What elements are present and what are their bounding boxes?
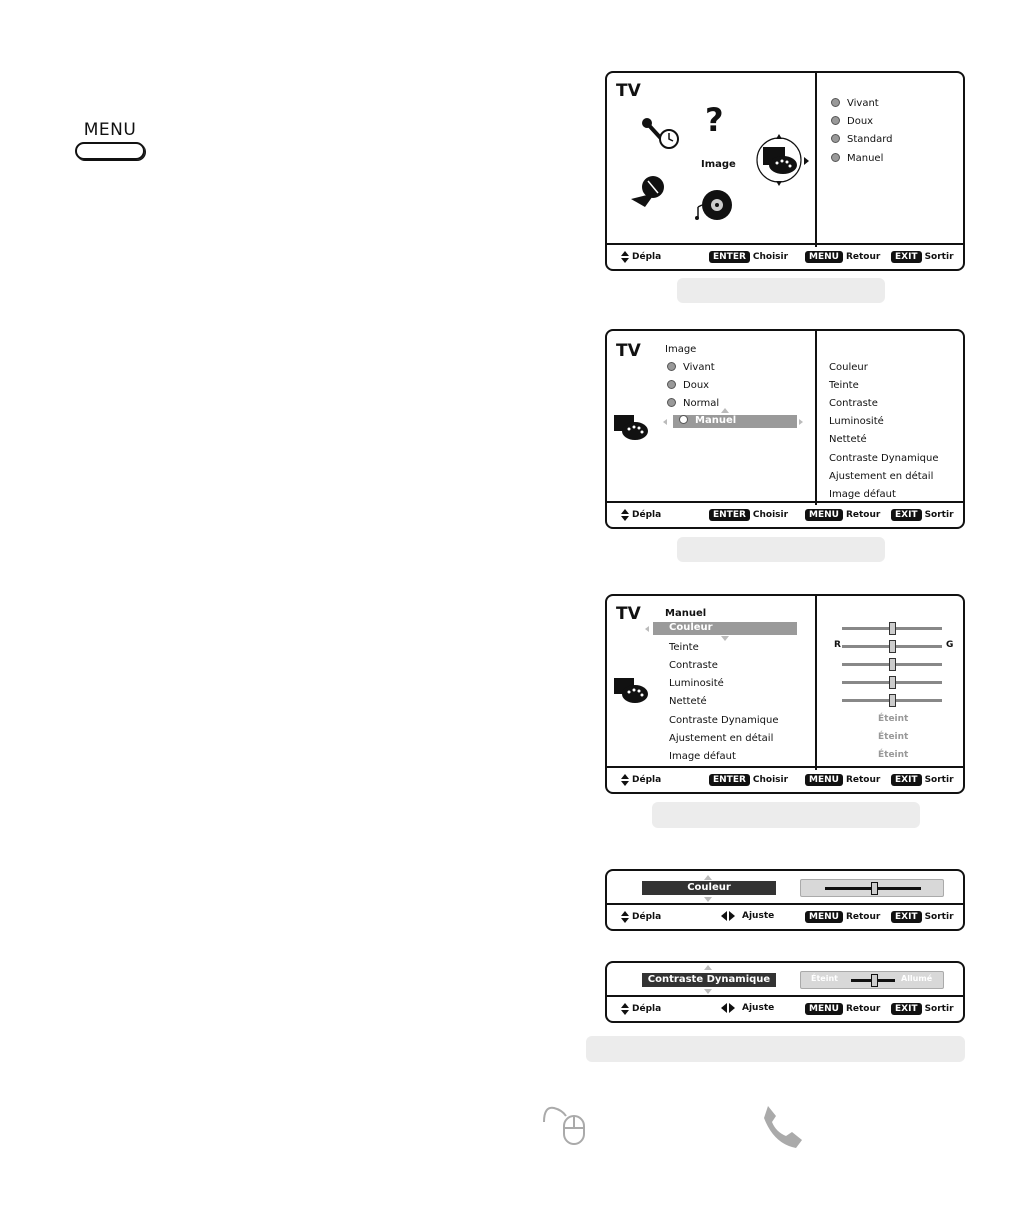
tv-palette-icon	[613, 676, 649, 706]
exit-key[interactable]: EXIT	[891, 251, 922, 263]
mode-label: Vivant	[847, 98, 879, 109]
enter-key[interactable]: ENTER	[709, 774, 750, 786]
adjust-hint	[721, 1003, 774, 1013]
screen-footer	[607, 995, 963, 1021]
up-arrow-icon	[704, 875, 712, 880]
exit-key[interactable]: EXIT	[891, 1003, 922, 1015]
radio-icon	[667, 380, 676, 389]
image-menu-item[interactable]: Couleur	[829, 362, 868, 373]
mode-label: Doux	[847, 116, 874, 127]
mode-label: Doux	[683, 380, 710, 391]
mode-item[interactable]	[667, 380, 709, 391]
color-adjust-slider[interactable]	[800, 879, 944, 897]
down-arrow-icon	[704, 897, 712, 902]
up-arrow-icon	[704, 965, 712, 970]
adjust-label: Ajuste	[742, 1003, 775, 1013]
tint-left-label: R	[834, 640, 841, 650]
move-hint	[621, 509, 661, 521]
mode-item[interactable]	[831, 134, 893, 145]
tv-palette-icon	[613, 413, 649, 443]
radio-icon	[679, 415, 688, 424]
exit-hint	[891, 509, 954, 521]
enter-label: Choisir	[752, 510, 789, 520]
tv-label: TV	[616, 341, 641, 361]
up-down-arrows-icon	[621, 1003, 629, 1015]
image-menu-item[interactable]: Contraste Dynamique	[829, 453, 939, 464]
screen-footer	[607, 903, 963, 929]
image-menu-item[interactable]: Ajustement en détail	[829, 471, 934, 482]
menu-key[interactable]: MENU	[805, 911, 843, 923]
adjust-item-label: Couleur	[642, 881, 776, 895]
screen-footer	[607, 243, 963, 269]
screen-footer	[607, 766, 963, 792]
menu-hint	[805, 911, 880, 923]
manual-item[interactable]: Netteté	[669, 696, 707, 707]
selected-mode-label: Manuel	[695, 415, 737, 426]
slider-knob[interactable]	[889, 676, 896, 689]
right-arrow-icon	[799, 419, 803, 425]
off-value: Éteint	[878, 750, 909, 760]
tv-palette-icon[interactable]	[755, 131, 803, 189]
divider	[815, 331, 817, 505]
menu-hint	[805, 1003, 880, 1015]
down-arrow-icon	[704, 989, 712, 994]
question-icon[interactable]: ?	[705, 101, 724, 139]
tv-label: TV	[616, 604, 641, 624]
adjust-hint	[721, 911, 774, 921]
exit-label: Sortir	[924, 510, 954, 520]
manual-item[interactable]: Teinte	[669, 642, 699, 653]
enter-label: Choisir	[752, 252, 789, 262]
exit-key[interactable]: EXIT	[891, 509, 922, 521]
radio-icon	[831, 116, 840, 125]
mode-item[interactable]	[831, 98, 879, 109]
move-label: Dépla	[632, 1004, 662, 1014]
menu-key[interactable]: MENU	[805, 1003, 843, 1015]
screen-color-adjust	[605, 869, 965, 931]
mode-item[interactable]	[831, 116, 873, 127]
radio-icon	[831, 134, 840, 143]
mode-label: Standard	[847, 134, 893, 145]
off-value: Éteint	[878, 732, 909, 742]
menu-hint	[805, 774, 880, 786]
image-menu-item[interactable]: Teinte	[829, 380, 859, 391]
left-right-arrows-icon	[721, 911, 735, 921]
enter-key[interactable]: ENTER	[709, 251, 750, 263]
adjust-label: Ajuste	[742, 911, 775, 921]
left-arrow-icon	[645, 626, 649, 632]
menu-button-shape	[75, 142, 145, 160]
screen-image-menu	[605, 329, 965, 529]
move-hint	[621, 1003, 661, 1015]
radio-icon	[667, 398, 676, 407]
caption-box	[677, 278, 885, 303]
screen-manual-menu	[605, 594, 965, 794]
exit-key[interactable]: EXIT	[891, 774, 922, 786]
manual-item[interactable]: Ajustement en détail	[669, 733, 774, 744]
mode-label: Vivant	[683, 362, 715, 373]
selected-manual-item[interactable]: Couleur	[653, 622, 797, 635]
left-arrow-icon	[663, 419, 667, 425]
image-menu-item[interactable]: Contraste	[829, 398, 878, 409]
menu-label: Retour	[845, 912, 881, 922]
mode-item[interactable]	[667, 398, 719, 409]
radio-icon	[667, 362, 676, 371]
exit-hint	[891, 251, 954, 263]
mode-item[interactable]	[667, 362, 715, 373]
menu-label: Retour	[845, 252, 881, 262]
image-menu-item[interactable]: Netteté	[829, 434, 867, 445]
satellite-dish-icon	[629, 173, 669, 209]
on-label: Allumé	[901, 974, 933, 983]
enter-hint	[709, 509, 788, 521]
menu-hint	[805, 251, 880, 263]
screen-dynamic-contrast-adjust	[605, 961, 965, 1023]
screen-main-menu	[605, 71, 965, 271]
exit-hint	[891, 774, 954, 786]
exit-key[interactable]: EXIT	[891, 911, 922, 923]
divider	[815, 596, 817, 770]
wrench-clock-icon	[641, 115, 681, 153]
move-hint	[621, 251, 661, 263]
phone-icon	[760, 1104, 804, 1150]
slider-knob[interactable]	[889, 640, 896, 653]
divider	[815, 73, 817, 247]
menu-label: Retour	[845, 1004, 881, 1014]
menu-title: Image	[665, 344, 697, 355]
exit-hint	[891, 911, 954, 923]
image-menu-item[interactable]: Luminosité	[829, 416, 884, 427]
exit-label: Sortir	[924, 775, 954, 785]
tint-right-label: G	[946, 640, 954, 650]
left-right-arrows-icon	[721, 1003, 735, 1013]
exit-hint	[891, 1003, 954, 1015]
up-down-arrows-icon	[621, 774, 629, 786]
manual-item[interactable]: Luminosité	[669, 678, 724, 689]
menu-label: Retour	[845, 775, 881, 785]
dynamic-contrast-slider[interactable]	[800, 971, 944, 989]
screen-footer	[607, 501, 963, 527]
tv-label: TV	[616, 81, 641, 101]
mode-item[interactable]	[831, 153, 883, 164]
arrow-right-icon	[804, 157, 809, 165]
mouse-icon	[540, 1102, 588, 1146]
move-label: Dépla	[632, 510, 662, 520]
off-value: Éteint	[878, 714, 909, 724]
radio-icon	[831, 153, 840, 162]
move-label: Dépla	[632, 775, 662, 785]
menu-hint	[805, 509, 880, 521]
exit-label: Sortir	[924, 1004, 954, 1014]
speaker-music-icon	[693, 185, 733, 225]
manual-item[interactable]: Contraste Dynamique	[669, 715, 779, 726]
slider-knob[interactable]	[889, 694, 896, 707]
caption-box	[586, 1036, 965, 1062]
slider-knob[interactable]	[871, 974, 878, 987]
enter-hint	[709, 251, 788, 263]
mode-label: Normal	[683, 398, 720, 409]
exit-label: Sortir	[924, 252, 954, 262]
up-arrow-icon	[721, 408, 729, 413]
manual-item[interactable]: Contraste	[669, 660, 718, 671]
adjust-item-label: Contraste Dynamique	[642, 973, 776, 987]
image-menu-item[interactable]: Image défaut	[829, 489, 896, 500]
menu-title: Manuel	[665, 608, 707, 619]
menu-label: Retour	[845, 510, 881, 520]
menu-key[interactable]: MENU	[805, 251, 843, 263]
selected-mode-item[interactable]	[673, 415, 797, 428]
enter-label: Choisir	[752, 775, 789, 785]
enter-hint	[709, 774, 788, 786]
move-hint	[621, 774, 661, 786]
off-label: Éteint	[811, 974, 838, 983]
move-hint	[621, 911, 661, 923]
radio-icon	[831, 98, 840, 107]
caption-box	[677, 537, 885, 562]
manual-item[interactable]: Image défaut	[669, 751, 736, 762]
slider-knob[interactable]	[889, 622, 896, 635]
move-label: Dépla	[632, 252, 662, 262]
mode-label: Manuel	[847, 153, 884, 164]
menu-key[interactable]: MENU	[805, 509, 843, 521]
center-menu-label: Image	[701, 159, 736, 170]
menu-remote-button[interactable]	[72, 120, 148, 160]
up-down-arrows-icon	[621, 911, 629, 923]
slider-knob[interactable]	[889, 658, 896, 671]
down-arrow-icon	[721, 636, 729, 641]
caption-box	[652, 802, 920, 828]
exit-label: Sortir	[924, 912, 954, 922]
up-down-arrows-icon	[621, 509, 629, 521]
enter-key[interactable]: ENTER	[709, 509, 750, 521]
menu-button-label: MENU	[83, 120, 137, 140]
menu-key[interactable]: MENU	[805, 774, 843, 786]
up-down-arrows-icon	[621, 251, 629, 263]
move-label: Dépla	[632, 912, 662, 922]
slider-knob[interactable]	[871, 882, 878, 895]
